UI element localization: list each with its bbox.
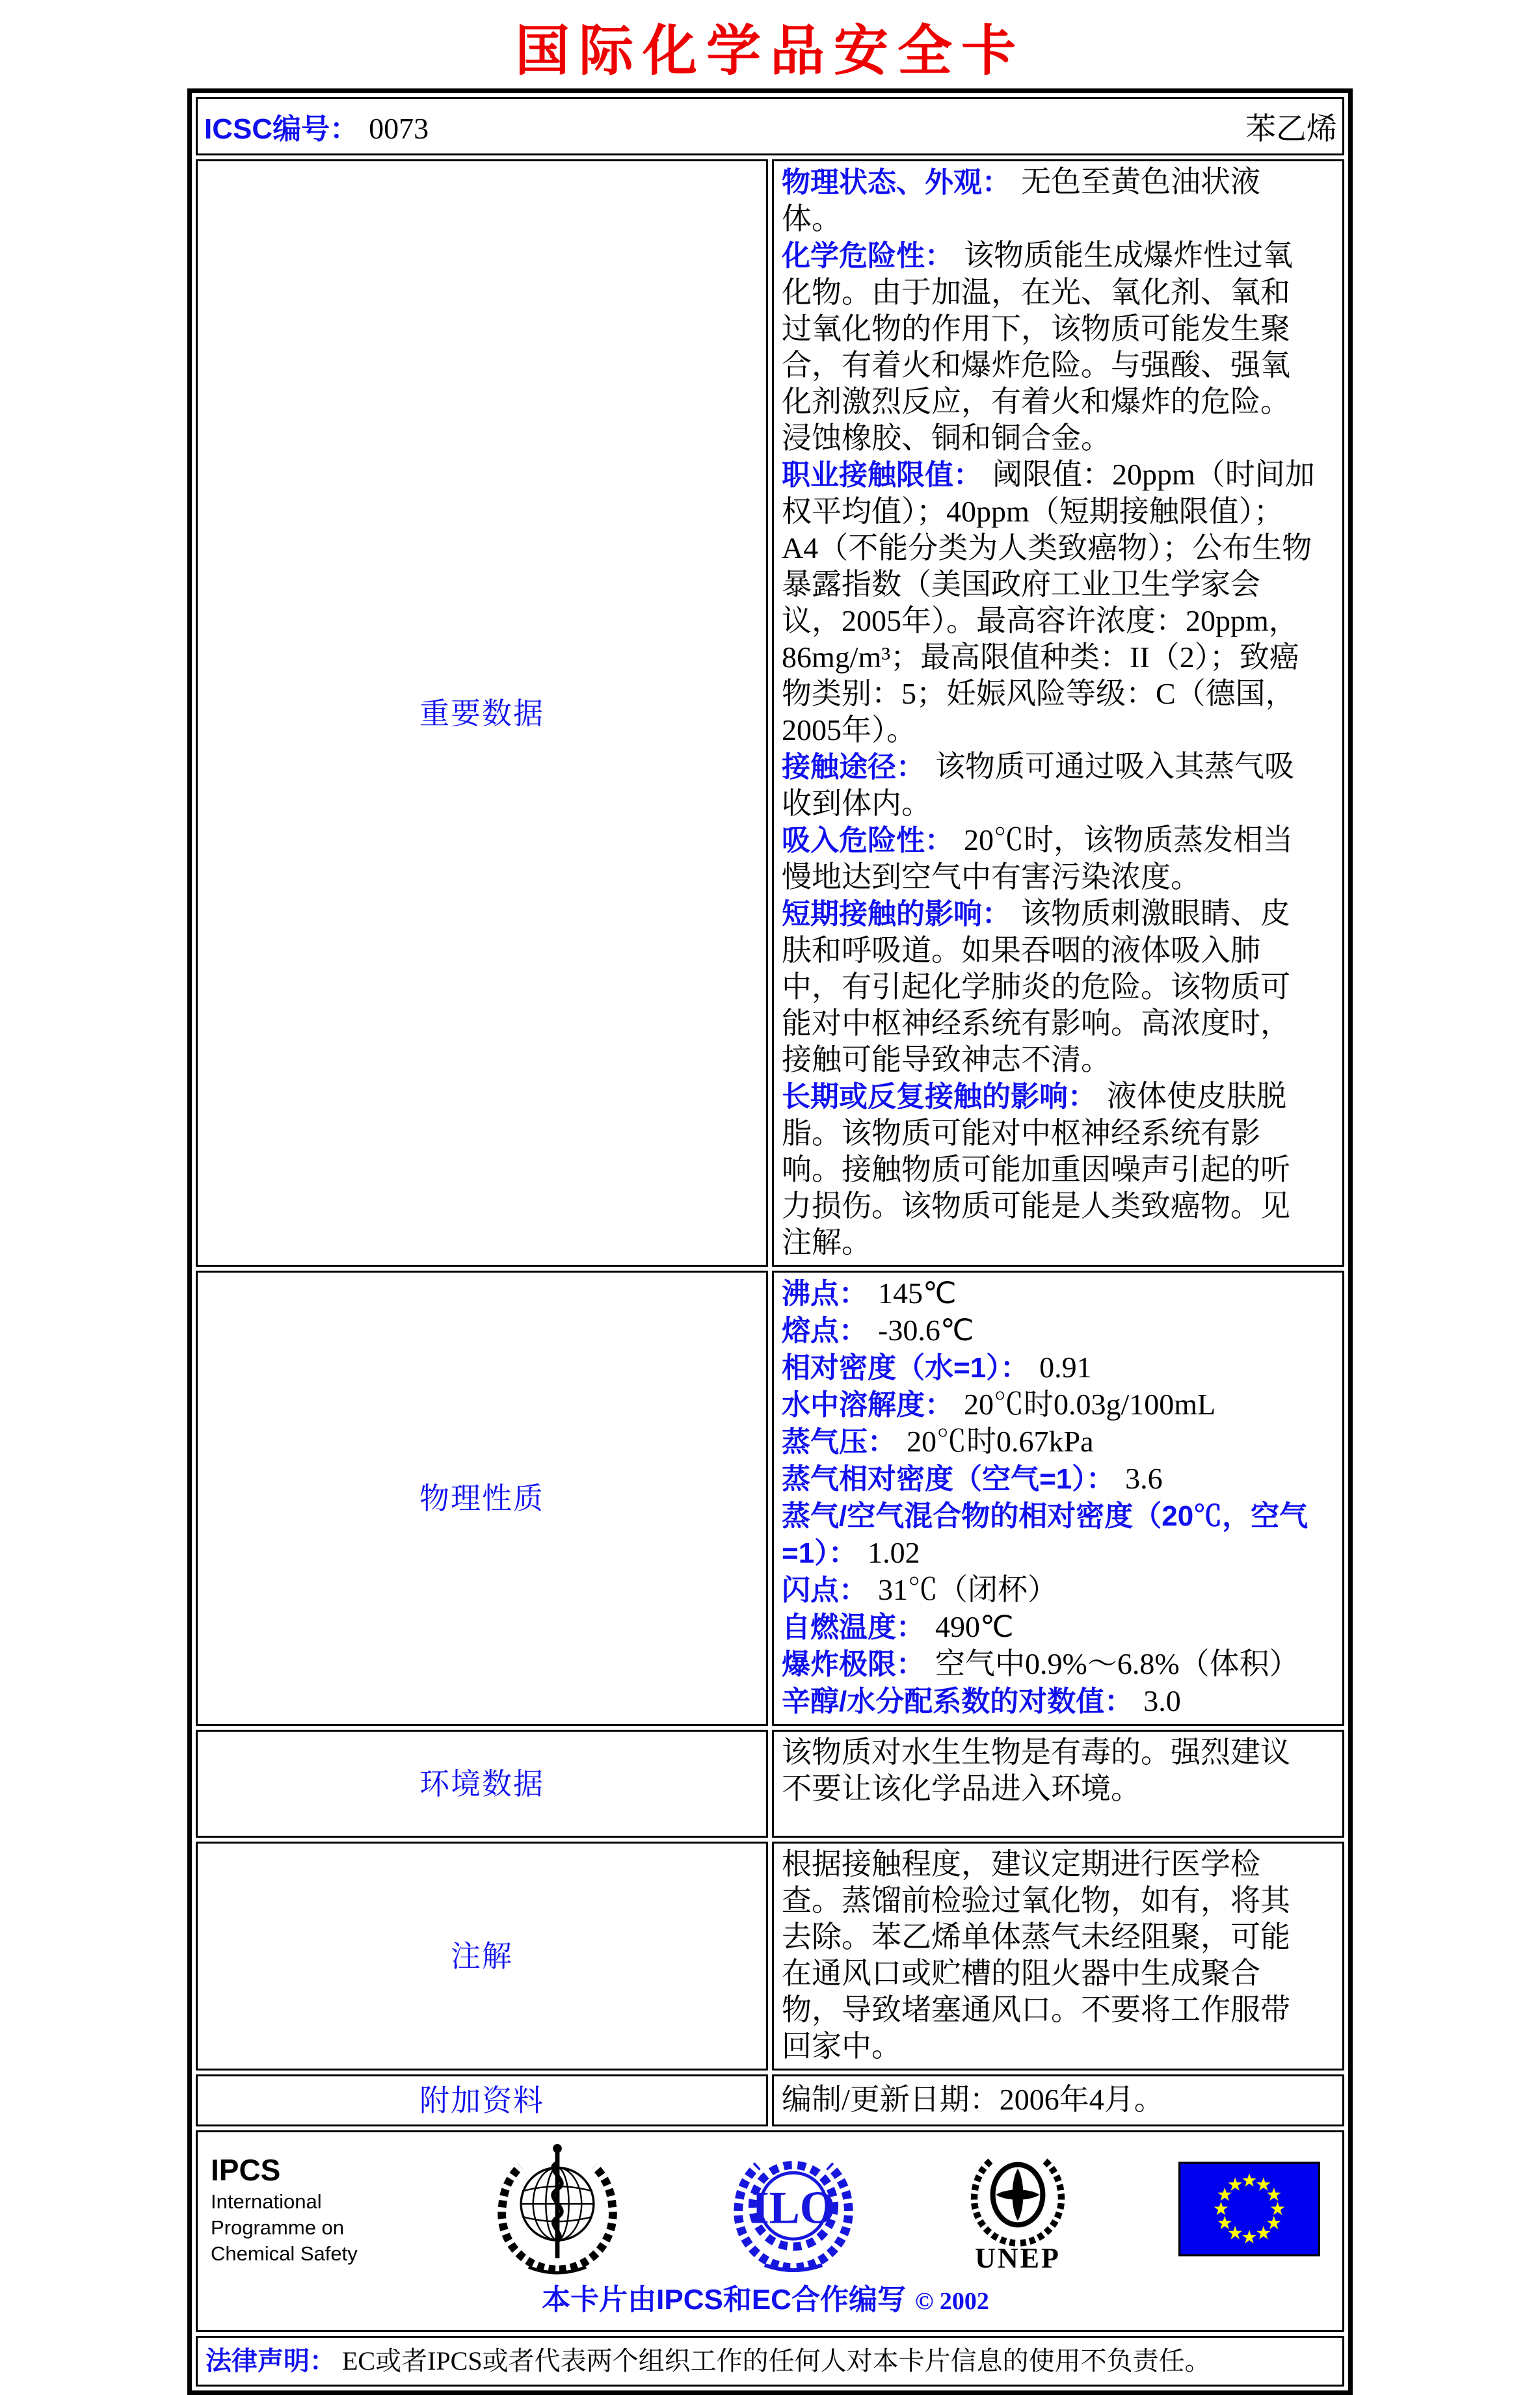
item-label: 闪点：: [782, 1574, 868, 1606]
row-label-environment: 环境数据: [196, 1730, 768, 1838]
header-cell: [196, 97, 1344, 155]
legal-cell: [196, 2336, 1344, 2387]
ipcs-subtitle-line: Programme on: [211, 2216, 345, 2239]
item-text: -30.6℃: [878, 1314, 974, 1347]
icsc-table: [187, 88, 1353, 2395]
property-item: [782, 1498, 1315, 1572]
physical-properties-row: [196, 1271, 1344, 1726]
additional-info-content: [772, 2074, 1344, 2126]
property-item: [782, 1386, 1315, 1423]
footer-caption-line: [211, 2283, 1320, 2323]
ilo-logo-icon: [730, 2144, 857, 2274]
additional-text: 编制/更新日期：2006年4月。: [782, 2083, 1164, 2116]
ipcs-subtitle-line: Chemical Safety: [211, 2242, 358, 2265]
item-text: 阈限值：20ppm（时间加权平均值）；40ppm（短期接触限值）；A4（不能分类为人类致癌物）；公布生物暴露指数（美国政府工业卫生学家会议，2005年）。最高容许浓度：20ppm，86mg/m³；最高限值种类：II（2）；致癌物类别：5；妊娠风险等级：C（德国，2005年）。: [782, 458, 1315, 747]
item-label: 水中溶解度：: [782, 1389, 953, 1421]
property-item: [782, 1461, 1315, 1498]
item-text: 490℃: [935, 1610, 1014, 1643]
header-row: [196, 97, 1344, 155]
item-label: 自燃温度：: [782, 1611, 925, 1643]
data-item: [782, 748, 1315, 822]
important-data-row: [196, 159, 1344, 1267]
footer-copyright: © 2002: [914, 2288, 989, 2315]
property-item: [782, 1349, 1315, 1386]
item-label: 职业接触限值：: [782, 459, 982, 491]
item-label: 接触途径：: [782, 751, 925, 783]
item-label: 相对密度（水=1）：: [782, 1352, 1029, 1384]
notes-text: 根据接触程度，建议定期进行医学检查。蒸馏前检验过氧化物，如有，将其去除。苯乙烯单体蒸气未经阻聚，可能在通风口或贮槽的阻火器中生成聚合物，导致堵塞通风口。不要将工作服带回家中。: [782, 1847, 1290, 2063]
property-item: [782, 1312, 1315, 1349]
property-item: [782, 1646, 1315, 1683]
who-logo-icon: [494, 2142, 621, 2276]
logos-row: [196, 2130, 1344, 2332]
icsc-number-label: ICSC编号：: [204, 113, 359, 145]
property-item: [782, 1572, 1315, 1609]
item-label: 熔点：: [782, 1315, 868, 1347]
unep-label: UNEP: [975, 2242, 1061, 2274]
row-label-additional: 附加资料: [196, 2074, 768, 2126]
environment-text: 该物质对水生生物是有毒的。强烈建议不要让该化学品进入环境。: [782, 1736, 1290, 1805]
additional-info-row: [196, 2074, 1344, 2126]
data-item: [782, 1078, 1315, 1261]
page-title: 国际化学品安全卡: [514, 20, 1025, 81]
property-item: [782, 1683, 1315, 1720]
item-label: 吸入危险性：: [782, 825, 953, 856]
unep-logo-icon: [966, 2145, 1070, 2247]
data-item: [782, 164, 1315, 237]
item-text: 该物质能生成爆炸性过氧化物。由于加温，在光、氧化剂、氧和过氧化物的作用下，该物质可能发生聚合，有着火和爆炸危险。与强酸、强氧化剂激烈反应，有着火和爆炸的危险。浸蚀橡胶、铜和铜合金。: [782, 239, 1293, 455]
who-staff-top: [553, 2144, 562, 2153]
ipcs-subtitle-line: International: [211, 2190, 322, 2213]
item-text: 3.6: [1125, 1462, 1163, 1495]
notes-row: [196, 1842, 1344, 2071]
legal-text: EC或者IPCS或者代表两个组织工作的任何人对本卡片信息的使用不负责任。: [342, 2346, 1211, 2375]
item-label: 蒸气相对密度（空气=1）：: [782, 1463, 1115, 1495]
item-label: 辛醇/水分配系数的对数值：: [782, 1686, 1134, 1717]
ipcs-text-block: [211, 2151, 385, 2267]
icsc-number-value: 0073: [369, 112, 429, 145]
item-text: 20℃时，该物质蒸发相当慢地达到空气中有害污染浓度。: [782, 823, 1293, 893]
data-item: [782, 457, 1315, 748]
item-text: 1.02: [868, 1536, 920, 1569]
row-label-important: 重要数据: [196, 159, 768, 1267]
item-text: 液体使皮肤脱脂。该物质可能对中枢神经系统有影响。接触物质可能加重因噪声引起的听力损伤。该物质可能是人类致癌物。见注解。: [782, 1079, 1290, 1259]
item-text: 空气中0.9%～6.8%（体积）: [935, 1647, 1299, 1680]
legal-label: 法律声明：: [206, 2347, 336, 2375]
item-label: 物理状态、外观：: [782, 166, 1011, 198]
item-text: 该物质可通过吸入其蒸气吸收到体内。: [782, 750, 1294, 820]
item-text: 20℃时0.67kPa: [907, 1425, 1094, 1458]
item-label: 长期或反复接触的影响：: [782, 1081, 1096, 1113]
eu-flag-icon: [1178, 2162, 1320, 2256]
item-label: 蒸气压：: [782, 1426, 896, 1458]
icsc-number-group: [204, 105, 429, 147]
row-label-notes: 注解: [196, 1842, 768, 2071]
unep-logo-block: [966, 2145, 1070, 2273]
item-label: 爆炸极限：: [782, 1648, 925, 1680]
important-data-content: [772, 159, 1344, 1267]
item-text: 31℃（闭杯）: [878, 1573, 1057, 1606]
legal-row: [196, 2336, 1344, 2387]
item-text: 20℃时0.03g/100mL: [964, 1388, 1216, 1421]
item-text: 0.91: [1039, 1351, 1092, 1384]
logos-cell: [196, 2130, 1344, 2332]
item-label: 蒸气/空气混合物的相对密度（20℃，空气=1）：: [782, 1500, 1308, 1569]
environmental-data-content: [772, 1730, 1344, 1838]
row-label-physical: 物理性质: [196, 1271, 768, 1726]
data-item: [782, 822, 1315, 895]
item-label: 沸点：: [782, 1278, 868, 1310]
item-label: 化学危险性：: [782, 240, 953, 272]
environmental-data-row: [196, 1730, 1344, 1838]
footer-caption: 本卡片由IPCS和EC合作编写: [542, 2284, 906, 2316]
item-text: 145℃: [878, 1277, 957, 1310]
data-item: [782, 895, 1315, 1078]
property-item: [782, 1423, 1315, 1461]
property-item: [782, 1609, 1315, 1646]
item-label: 短期接触的影响：: [782, 898, 1011, 930]
item-text: 3.0: [1143, 1684, 1181, 1717]
physical-properties-content: [772, 1271, 1344, 1726]
data-item: [782, 237, 1315, 457]
property-item: [782, 1275, 1315, 1312]
notes-content: [772, 1842, 1344, 2071]
chemical-name: 苯乙烯: [1245, 112, 1337, 146]
ilo-monogram: ILO: [751, 2182, 836, 2234]
ipcs-heading: IPCS: [211, 2153, 281, 2187]
item-text: 无色至黄色油状液体。: [782, 165, 1260, 235]
item-text: 该物质刺激眼睛、皮肤和呼吸道。如果吞咽的液体吸入肺中，有引起化学肺炎的危险。该物质可能对中枢神经系统有影响。高浓度时，接触可能导致神志不清。: [782, 897, 1290, 1076]
